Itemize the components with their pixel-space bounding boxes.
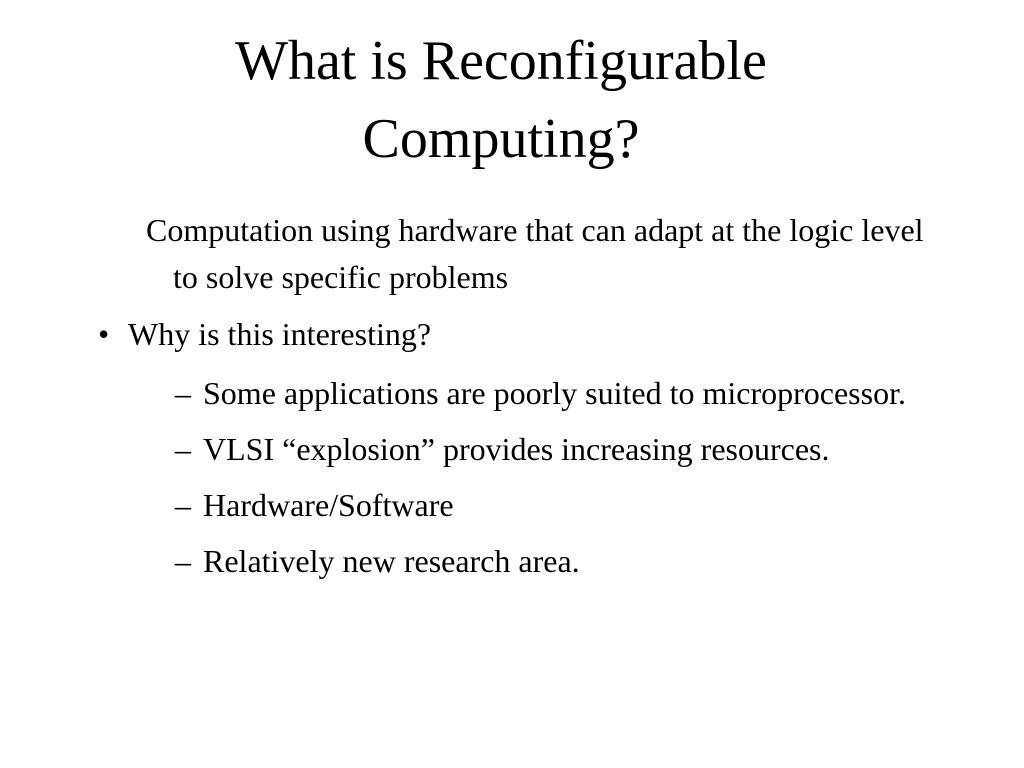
dash-icon: – <box>175 543 191 579</box>
sub-bullet-text: Hardware/Software <box>203 487 454 523</box>
sub-bullet-text: Some applications are poorly suited to microprocessor. <box>203 375 906 411</box>
bullet-text: Why is this interesting? <box>128 316 432 352</box>
sub-bullet-list <box>128 370 918 585</box>
sub-bullet-item <box>128 426 918 473</box>
sub-bullet-item <box>128 370 918 417</box>
bullet-item <box>98 313 918 585</box>
slide-title-line-1: What is Reconfigurable <box>235 30 767 92</box>
dash-icon: – <box>175 375 191 411</box>
slide-title-line-2: Computing? <box>362 108 640 170</box>
bullet-dot-icon: • <box>98 316 110 352</box>
sub-bullet-item <box>128 538 918 585</box>
intro-text: Computation using hardware that can adapt at the logic level to solve specific problems <box>146 212 924 295</box>
slide-title <box>100 22 902 178</box>
sub-bullet-text: Relatively new research area. <box>203 543 580 579</box>
sub-bullet-text: VLSI “explosion” provides increasing resources. <box>203 431 830 467</box>
dash-icon: – <box>175 487 191 523</box>
bullet-list <box>98 313 918 594</box>
dash-icon: – <box>175 431 191 467</box>
sub-bullet-item <box>128 482 918 529</box>
